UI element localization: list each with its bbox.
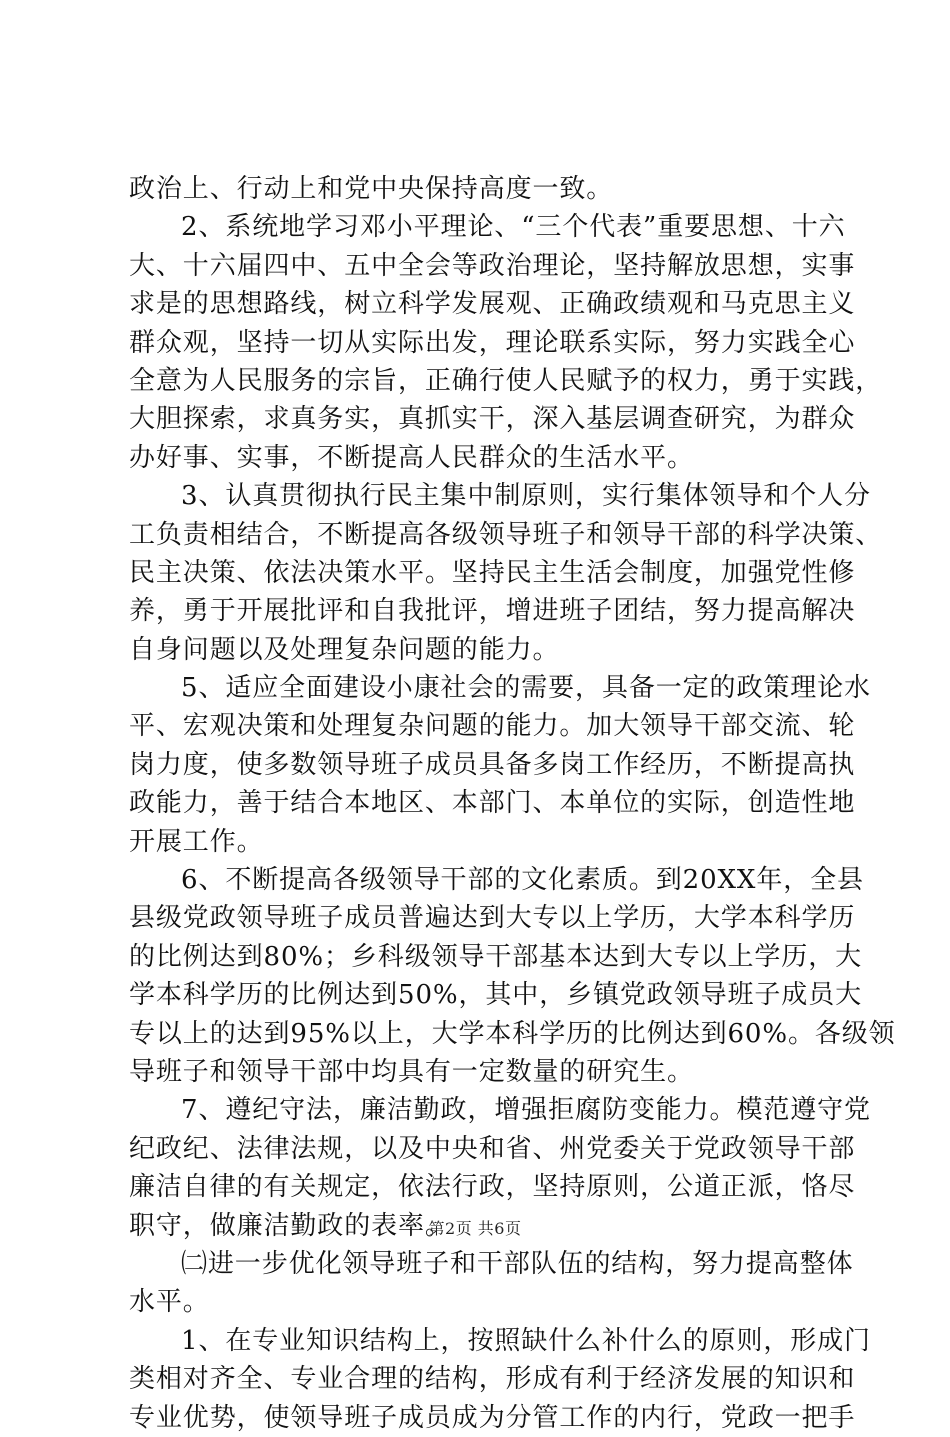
- paragraph-start-line: 7、遵纪守法，廉洁勤政，增强拒腐防变能力。模范遵守党: [181, 1095, 871, 1126]
- text-line: 政治上、行动上和党中央保持高度一致。: [129, 174, 614, 204]
- text-line: 办好事、实事，不断提高人民群众的生活水平。: [129, 442, 694, 473]
- paragraph-start-line: 6、不断提高各级领导干部的文化素质。到20XX年，全县: [181, 865, 864, 896]
- text-line: 群众观，坚持一切从实际出发，理论联系实际，努力实践全心: [129, 327, 856, 358]
- text-line: 养，勇于开展批评和自我批评，增进班子团结，努力提高解决: [129, 596, 856, 627]
- text-line: 职守，做廉洁勤政的表率。: [129, 1210, 452, 1241]
- text-line: 开展工作。: [129, 826, 264, 857]
- text-line: 岗力度，使多数领导班子成员具备多岗工作经历，不断提高执: [129, 749, 856, 780]
- text-line: 民主决策、依法决策水平。坚持民主生活会制度，加强党性修: [129, 557, 856, 588]
- paragraph-start-line: 2、系统地学习邓小平理论、“三个代表”重要思想、十六: [181, 212, 846, 243]
- text-line: 学本科学历的比例达到50%，其中，乡镇党政领导班子成员大: [129, 980, 862, 1011]
- text-line: 求是的思想路线，树立科学发展观、正确政绩观和马克思主义: [129, 289, 856, 320]
- text-line: 政能力，善于结合本地区、本部门、本单位的实际，创造性地: [129, 788, 856, 819]
- text-line: 大胆探索，求真务实，真抓实干，深入基层调查研究，为群众: [129, 404, 856, 435]
- text-line: 平、宏观决策和处理复杂问题的能力。加大领导干部交流、轮: [129, 711, 856, 742]
- text-line: 水平。: [129, 1287, 210, 1318]
- text-line: 全意为人民服务的宗旨，正确行使人民赋予的权力，勇于实践，: [129, 365, 883, 396]
- text-line: 县级党政领导班子成员普遍达到大专以上学历，大学本科学历: [129, 903, 856, 934]
- text-line: 大、十六届四中、五中全会等政治理论，坚持解放思想，实事: [129, 250, 856, 281]
- text-line: 导班子和领导干部中均具有一定数量的研究生。: [129, 1056, 694, 1087]
- text-line: 专业优势，使领导班子成员成为分管工作的内行，党政一把手: [129, 1402, 856, 1433]
- text-line: 工负责相结合，不断提高各级领导班子和领导干部的科学决策、: [129, 519, 883, 550]
- text-line: 类相对齐全、专业合理的结构，形成有利于经济发展的知识和: [129, 1364, 856, 1395]
- text-line: 纪政纪、法律法规，以及中央和省、州党委关于党政领导干部: [129, 1133, 856, 1164]
- text-line: 的比例达到80%；乡科级领导干部基本达到大专以上学历，大: [129, 941, 862, 972]
- section-heading-line: ㈡进一步优化领导班子和干部队伍的结构，努力提高整体: [181, 1248, 854, 1279]
- page-number-footer: 第2页 共6页: [428, 1219, 522, 1238]
- paragraph-start-line: 1、在专业知识结构上，按照缺什么补什么的原则，形成门: [181, 1325, 871, 1356]
- text-line: 自身问题以及处理复杂问题的能力。: [129, 634, 560, 665]
- paragraph-start-line: 5、适应全面建设小康社会的需要，具备一定的政策理论水: [181, 673, 871, 704]
- text-line: 专以上的达到95%以上，大学本科学历的比例达到60%。各级领: [129, 1018, 896, 1049]
- document-body: [129, 170, 896, 1437]
- paragraph-start-line: 3、认真贯彻执行民主集中制原则，实行集体领导和个人分: [181, 481, 871, 512]
- text-line: 廉洁自律的有关规定，依法行政，坚持原则，公道正派，恪尽: [129, 1172, 856, 1203]
